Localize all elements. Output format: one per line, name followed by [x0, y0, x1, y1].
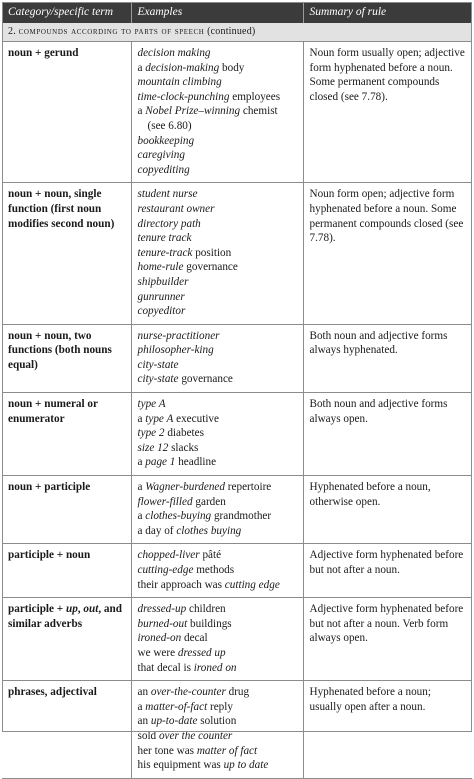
table-row	[2, 183, 472, 324]
section-number: 2.	[8, 26, 16, 37]
summary-cell	[303, 476, 472, 544]
example-line	[138, 455, 297, 470]
category-cell	[2, 544, 131, 598]
category-cell	[2, 393, 131, 476]
example-line	[138, 509, 297, 524]
example-text: his equipment was	[137, 759, 224, 772]
example-text: decision making	[137, 47, 211, 59]
examples-cell	[131, 183, 303, 324]
example-text: (see 6.80)	[147, 119, 192, 132]
example-line	[138, 75, 297, 90]
category-text: participle +	[8, 603, 66, 616]
example-line	[138, 524, 297, 539]
example-text: shipbuilder	[137, 275, 189, 288]
table-row	[2, 476, 472, 544]
example-line	[138, 119, 297, 134]
example-text: gunrunner	[137, 290, 185, 303]
example-text: that decal is	[137, 661, 194, 674]
category-text: noun + noun, single function (first noun modifies second noun)	[8, 188, 115, 230]
example-line	[138, 426, 297, 441]
summary-cell	[303, 393, 472, 476]
example-text: reply	[207, 700, 233, 713]
example-text: an	[137, 686, 151, 699]
example-text: copyediting	[137, 163, 190, 176]
category-text: noun + gerund	[8, 47, 79, 59]
example-line	[138, 90, 297, 105]
example-text: up-to-date	[150, 715, 198, 728]
examples-cell	[131, 42, 303, 183]
example-line	[138, 397, 297, 412]
example-text: mountain climbing	[137, 76, 222, 89]
example-line	[138, 231, 297, 246]
table-row	[2, 681, 472, 779]
example-text: clothes-buying	[145, 510, 212, 523]
example-text: headline	[175, 456, 217, 469]
table-row	[2, 324, 472, 392]
example-text: their approach was	[137, 578, 225, 591]
example-text: chemist	[240, 105, 278, 118]
example-line	[138, 578, 297, 593]
summary-cell	[303, 544, 472, 598]
example-text: page 1	[145, 456, 176, 469]
example-text: copyeditor	[137, 305, 186, 318]
summary-text: Both noun and adjective forms always open.	[309, 398, 448, 425]
example-text: ironed on	[193, 661, 237, 674]
example-line	[138, 358, 297, 373]
example-line	[138, 563, 297, 578]
table-row	[2, 393, 472, 476]
example-text: governance	[178, 373, 233, 386]
example-text: employees	[229, 90, 281, 103]
example-text: restaurant owner	[137, 202, 215, 215]
section-title: compounds according to parts of speech	[18, 26, 205, 37]
example-text: dressed up	[177, 646, 226, 659]
summary-text: Noun form open; adjective form hyphenated before a noun. Some permanent compounds closed (see 7.78).	[309, 188, 464, 245]
summary-text: Noun form usually open; adjective form hyphenated before a noun. Some permanent compounds closed (see 7.78).	[309, 47, 465, 103]
table-row	[2, 42, 472, 183]
example-line	[138, 134, 297, 149]
example-line	[138, 685, 297, 700]
summary-text: Both noun and adjective forms always hyphenated.	[309, 329, 448, 357]
examples-cell	[131, 393, 303, 476]
example-text: bookkeeping	[137, 134, 195, 147]
example-line	[138, 714, 297, 729]
examples-cell	[131, 598, 303, 681]
example-text: position	[192, 246, 232, 259]
category-text: phrases, adjectival	[8, 686, 97, 699]
category-cell	[2, 476, 131, 544]
example-line	[138, 329, 297, 344]
category-cell	[2, 598, 131, 681]
section-continued: (continued)	[207, 26, 256, 37]
example-line	[138, 646, 297, 661]
example-text: city-state	[137, 358, 179, 371]
examples-cell	[131, 681, 303, 779]
example-line	[138, 372, 297, 387]
example-text: philosopher-king	[137, 344, 214, 357]
header-examples: Examples	[131, 2, 303, 23]
summary-text: Adjective form hyphenated before but not after a noun. Verb form always open.	[309, 603, 464, 645]
example-line	[138, 187, 297, 202]
example-text: student nurse	[137, 188, 198, 201]
example-text: type A	[145, 412, 174, 425]
header-category: Category/specific term	[2, 2, 131, 23]
example-line	[138, 617, 297, 632]
example-line	[138, 602, 297, 617]
example-text: grandmother	[211, 510, 272, 523]
example-line	[138, 758, 297, 773]
category-text: up	[65, 603, 78, 616]
example-text: a	[137, 700, 146, 713]
example-text: decision-making	[145, 61, 220, 74]
category-cell	[2, 324, 131, 392]
example-text: cutting-edge	[137, 564, 194, 576]
example-text: tenure track	[137, 232, 192, 245]
example-line	[138, 61, 297, 76]
example-line	[138, 260, 297, 275]
example-text: a	[137, 510, 146, 523]
category-cell	[2, 681, 131, 779]
category-text: out	[83, 603, 99, 616]
examples-cell	[131, 324, 303, 392]
example-text: a	[137, 105, 146, 118]
category-text: ,	[77, 603, 84, 616]
example-text: dressed-up	[137, 603, 187, 616]
example-text: directory path	[137, 217, 201, 230]
example-text: Nobel Prize–winning	[145, 105, 241, 118]
example-line	[138, 441, 297, 456]
example-text: solution	[197, 715, 237, 728]
example-text: type 2	[137, 427, 165, 440]
summary-text: Hyphenated before a noun; usually open after a noun.	[309, 686, 431, 713]
example-text: pâté	[199, 549, 222, 562]
example-text: a	[137, 481, 146, 494]
example-line	[138, 202, 297, 217]
category-cell	[2, 42, 131, 183]
summary-cell	[303, 324, 472, 392]
example-line	[138, 729, 297, 744]
header-row	[2, 2, 472, 23]
example-line	[138, 412, 297, 427]
example-text: slacks	[168, 441, 199, 454]
example-text: home-rule	[137, 261, 184, 274]
example-text: cutting edge	[224, 578, 280, 591]
header-summary: Summary of rule	[303, 2, 472, 23]
example-line	[138, 290, 297, 305]
example-text: diabetes	[164, 427, 204, 440]
example-text: chopped-liver	[137, 549, 200, 562]
section-heading-row	[2, 23, 472, 42]
summary-cell	[303, 681, 472, 779]
example-line	[138, 246, 297, 261]
example-text: time-clock-punching	[137, 90, 230, 103]
category-text: , and similar adverbs	[8, 603, 122, 630]
example-text: over the counter	[158, 729, 233, 742]
summary-cell	[303, 183, 472, 324]
summary-text: Hyphenated before a noun, otherwise open.	[309, 481, 431, 508]
example-line	[138, 275, 297, 290]
category-text: participle + noun	[8, 549, 91, 562]
example-text: buildings	[187, 617, 232, 630]
example-text: methods	[193, 564, 235, 576]
example-text: governance	[183, 261, 238, 274]
style-rules-table	[2, 2, 472, 779]
example-text: tenure-track	[137, 246, 193, 259]
example-text: a day of	[137, 524, 177, 537]
example-text: a	[137, 412, 146, 425]
example-line	[138, 661, 297, 676]
example-line	[138, 631, 297, 646]
example-text: children	[186, 603, 226, 616]
example-text: drug	[225, 686, 250, 699]
example-text: repertoire	[225, 481, 272, 494]
category-cell	[2, 183, 131, 324]
example-text: executive	[173, 412, 219, 425]
example-text: type A	[137, 398, 166, 411]
examples-cell	[131, 476, 303, 544]
example-line	[138, 744, 297, 759]
example-text: city-state	[137, 373, 179, 386]
example-text: caregiving	[137, 149, 185, 162]
section-heading	[2, 23, 472, 42]
example-text: decal	[181, 632, 208, 645]
example-text: matter-of-fact	[145, 700, 208, 713]
summary-cell	[303, 42, 472, 183]
example-text: size 12	[137, 441, 169, 454]
example-text: over-the-counter	[150, 686, 226, 699]
example-text: her tone was	[137, 744, 197, 757]
table-row	[2, 544, 472, 598]
example-text: Wagner-burdened	[145, 481, 225, 494]
example-line	[138, 495, 297, 510]
example-line	[138, 548, 297, 563]
example-line	[138, 343, 297, 358]
example-text: flower-filled	[137, 495, 193, 508]
example-line	[138, 304, 297, 319]
example-line	[138, 148, 297, 163]
category-text: noun + noun, two functions (both nouns equal)	[8, 329, 112, 371]
example-line	[138, 480, 297, 495]
example-text: clothes buying	[176, 524, 242, 537]
example-text: up to date	[223, 759, 269, 772]
example-text: an	[137, 715, 151, 728]
category-text: noun + participle	[8, 481, 91, 494]
examples-cell	[131, 544, 303, 598]
example-text: we were	[137, 646, 178, 659]
example-text: matter of fact	[196, 744, 258, 757]
example-line	[138, 163, 297, 178]
example-text: ironed-on	[137, 632, 182, 645]
example-text: sold	[137, 729, 159, 742]
example-line	[138, 46, 297, 61]
example-line	[138, 104, 297, 119]
summary-text: Adjective form hyphenated before but not after a noun.	[309, 549, 464, 576]
example-line	[138, 700, 297, 715]
example-text: garden	[192, 495, 226, 508]
example-text: a	[137, 456, 146, 469]
example-text: body	[219, 61, 245, 74]
table-body	[2, 23, 472, 778]
example-text: burned-out	[137, 617, 188, 630]
summary-cell	[303, 598, 472, 681]
example-text: nurse-practitioner	[137, 329, 220, 342]
example-line	[138, 217, 297, 232]
table-row	[2, 598, 472, 681]
table-header	[2, 2, 472, 23]
example-text: a	[137, 61, 146, 74]
category-text: noun + numeral or enumerator	[8, 398, 98, 425]
